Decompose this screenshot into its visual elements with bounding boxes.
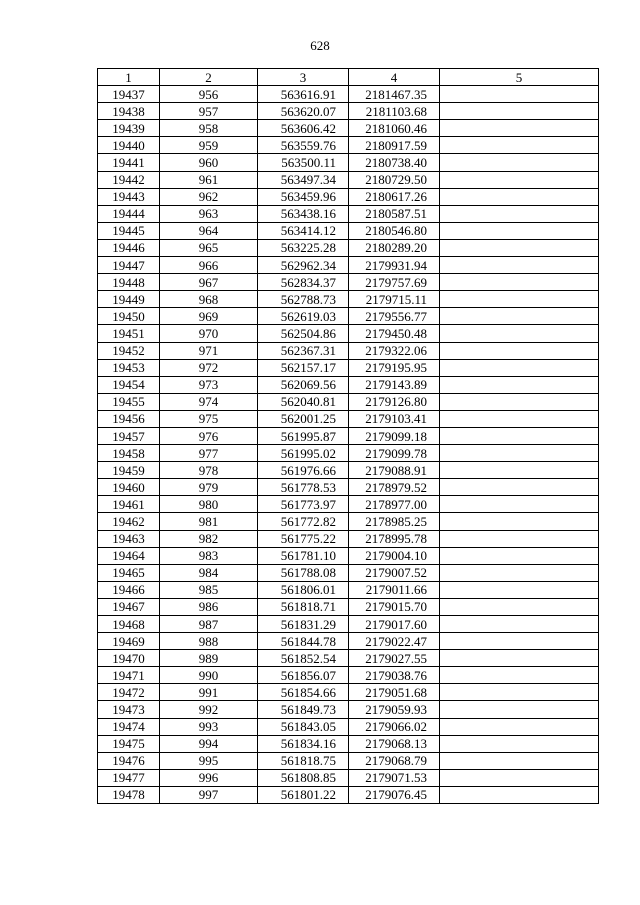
- coord-x-cell: 563616.91: [258, 86, 349, 103]
- point-number-cell: 972: [160, 359, 258, 376]
- coord-x-cell: 561831.29: [258, 616, 349, 633]
- note-cell: [440, 547, 599, 564]
- note-cell: [440, 650, 599, 667]
- coord-y-cell: 2179103.41: [349, 410, 440, 427]
- point-id-cell: 19440: [98, 137, 160, 154]
- point-id-cell: 19452: [98, 342, 160, 359]
- note-cell: [440, 598, 599, 615]
- coord-y-cell: 2179126.80: [349, 393, 440, 410]
- table-row: [98, 308, 599, 325]
- point-number-cell: 957: [160, 103, 258, 120]
- coord-y-cell: 2179757.69: [349, 274, 440, 291]
- coord-x-cell: 561976.66: [258, 462, 349, 479]
- point-id-cell: 19471: [98, 667, 160, 684]
- table-row: [98, 376, 599, 393]
- note-cell: [440, 291, 599, 308]
- table-row: [98, 171, 599, 188]
- table-row: [98, 718, 599, 735]
- point-id-cell: 19478: [98, 786, 160, 803]
- point-number-cell: 979: [160, 479, 258, 496]
- coord-y-cell: 2179051.68: [349, 684, 440, 701]
- point-number-cell: 976: [160, 427, 258, 444]
- table-row: [98, 598, 599, 615]
- point-id-cell: 19451: [98, 325, 160, 342]
- point-id-cell: 19447: [98, 257, 160, 274]
- coord-x-cell: 561801.22: [258, 786, 349, 803]
- point-number-cell: 995: [160, 752, 258, 769]
- coord-x-cell: 562157.17: [258, 359, 349, 376]
- coord-x-cell: 561854.66: [258, 684, 349, 701]
- coord-x-cell: 562040.81: [258, 393, 349, 410]
- table-row: [98, 427, 599, 444]
- note-cell: [440, 222, 599, 239]
- point-number-cell: 994: [160, 735, 258, 752]
- coord-y-cell: 2180546.80: [349, 222, 440, 239]
- table-row: [98, 684, 599, 701]
- coord-y-cell: 2181060.46: [349, 120, 440, 137]
- point-number-cell: 964: [160, 222, 258, 239]
- note-cell: [440, 684, 599, 701]
- point-id-cell: 19455: [98, 393, 160, 410]
- table-row: [98, 222, 599, 239]
- table-row: [98, 445, 599, 462]
- coord-x-cell: 561778.53: [258, 479, 349, 496]
- note-cell: [440, 188, 599, 205]
- coord-x-cell: 561808.85: [258, 769, 349, 786]
- note-cell: [440, 120, 599, 137]
- note-cell: [440, 427, 599, 444]
- point-id-cell: 19454: [98, 376, 160, 393]
- table-row: [98, 530, 599, 547]
- coord-x-cell: 563225.28: [258, 239, 349, 256]
- note-cell: [440, 410, 599, 427]
- point-id-cell: 19443: [98, 188, 160, 205]
- table-body: [98, 86, 599, 804]
- coord-x-cell: 561818.71: [258, 598, 349, 615]
- coord-y-cell: 2179076.45: [349, 786, 440, 803]
- note-cell: [440, 479, 599, 496]
- point-id-cell: 19470: [98, 650, 160, 667]
- table-row: [98, 496, 599, 513]
- coord-y-cell: 2179068.13: [349, 735, 440, 752]
- coord-x-cell: 563459.96: [258, 188, 349, 205]
- point-id-cell: 19453: [98, 359, 160, 376]
- point-number-cell: 985: [160, 581, 258, 598]
- coord-y-cell: 2179007.52: [349, 564, 440, 581]
- coord-y-cell: 2179715.11: [349, 291, 440, 308]
- note-cell: [440, 274, 599, 291]
- table-row: [98, 479, 599, 496]
- point-number-cell: 958: [160, 120, 258, 137]
- point-number-cell: 968: [160, 291, 258, 308]
- coord-y-cell: 2179088.91: [349, 462, 440, 479]
- table-row: [98, 667, 599, 684]
- coord-x-cell: 563606.42: [258, 120, 349, 137]
- coord-x-cell: 561772.82: [258, 513, 349, 530]
- coordinates-table: [97, 68, 599, 804]
- table-row: [98, 513, 599, 530]
- table-row: [98, 616, 599, 633]
- coord-y-cell: 2180587.51: [349, 205, 440, 222]
- coord-y-cell: 2179017.60: [349, 616, 440, 633]
- point-id-cell: 19441: [98, 154, 160, 171]
- point-number-cell: 961: [160, 171, 258, 188]
- point-id-cell: 19439: [98, 120, 160, 137]
- coord-y-cell: 2179015.70: [349, 598, 440, 615]
- note-cell: [440, 205, 599, 222]
- coord-x-cell: 561834.16: [258, 735, 349, 752]
- coord-y-cell: 2181103.68: [349, 103, 440, 120]
- note-cell: [440, 342, 599, 359]
- note-cell: [440, 154, 599, 171]
- coord-x-cell: 562962.34: [258, 257, 349, 274]
- point-id-cell: 19463: [98, 530, 160, 547]
- coord-y-cell: 2180617.26: [349, 188, 440, 205]
- table-row: [98, 205, 599, 222]
- point-id-cell: 19472: [98, 684, 160, 701]
- coord-x-cell: 561844.78: [258, 633, 349, 650]
- coord-x-cell: 563414.12: [258, 222, 349, 239]
- coord-y-cell: 2179195.95: [349, 359, 440, 376]
- table-row: [98, 154, 599, 171]
- coord-x-cell: 561995.87: [258, 427, 349, 444]
- coord-x-cell: 562069.56: [258, 376, 349, 393]
- point-number-cell: 978: [160, 462, 258, 479]
- point-id-cell: 19476: [98, 752, 160, 769]
- point-id-cell: 19448: [98, 274, 160, 291]
- header-row: [98, 69, 599, 86]
- coord-x-cell: 561818.75: [258, 752, 349, 769]
- point-id-cell: 19467: [98, 598, 160, 615]
- table-row: [98, 701, 599, 718]
- point-number-cell: 959: [160, 137, 258, 154]
- point-id-cell: 19474: [98, 718, 160, 735]
- coord-y-cell: 2179011.66: [349, 581, 440, 598]
- note-cell: [440, 667, 599, 684]
- coord-x-cell: 561775.22: [258, 530, 349, 547]
- note-cell: [440, 239, 599, 256]
- note-cell: [440, 462, 599, 479]
- point-number-cell: 975: [160, 410, 258, 427]
- point-number-cell: 990: [160, 667, 258, 684]
- point-number-cell: 971: [160, 342, 258, 359]
- point-number-cell: 977: [160, 445, 258, 462]
- point-number-cell: 988: [160, 633, 258, 650]
- note-cell: [440, 718, 599, 735]
- point-id-cell: 19468: [98, 616, 160, 633]
- coord-x-cell: 562834.37: [258, 274, 349, 291]
- note-cell: [440, 308, 599, 325]
- coord-y-cell: 2179004.10: [349, 547, 440, 564]
- coord-x-cell: 561852.54: [258, 650, 349, 667]
- table-row: [98, 257, 599, 274]
- coord-x-cell: 563500.11: [258, 154, 349, 171]
- coord-x-cell: 561849.73: [258, 701, 349, 718]
- point-number-cell: 983: [160, 547, 258, 564]
- note-cell: [440, 769, 599, 786]
- coord-y-cell: 2179099.78: [349, 445, 440, 462]
- note-cell: [440, 735, 599, 752]
- note-cell: [440, 633, 599, 650]
- coord-y-cell: 2179931.94: [349, 257, 440, 274]
- table-row: [98, 274, 599, 291]
- table-header: [98, 69, 599, 86]
- table-row: [98, 769, 599, 786]
- point-id-cell: 19437: [98, 86, 160, 103]
- table-row: [98, 735, 599, 752]
- point-id-cell: 19446: [98, 239, 160, 256]
- note-cell: [440, 86, 599, 103]
- note-cell: [440, 359, 599, 376]
- coord-x-cell: 562788.73: [258, 291, 349, 308]
- point-number-cell: 967: [160, 274, 258, 291]
- point-id-cell: 19456: [98, 410, 160, 427]
- column-header-1: 1: [98, 69, 160, 86]
- table-row: [98, 291, 599, 308]
- point-id-cell: 19473: [98, 701, 160, 718]
- table-row: [98, 547, 599, 564]
- table-row: [98, 86, 599, 103]
- table-row: [98, 188, 599, 205]
- coord-y-cell: 2179059.93: [349, 701, 440, 718]
- coord-x-cell: 562001.25: [258, 410, 349, 427]
- note-cell: [440, 616, 599, 633]
- point-number-cell: 997: [160, 786, 258, 803]
- point-number-cell: 965: [160, 239, 258, 256]
- point-id-cell: 19449: [98, 291, 160, 308]
- table-row: [98, 462, 599, 479]
- coord-x-cell: 561781.10: [258, 547, 349, 564]
- table-row: [98, 103, 599, 120]
- point-number-cell: 969: [160, 308, 258, 325]
- coord-y-cell: 2179450.48: [349, 325, 440, 342]
- point-number-cell: 996: [160, 769, 258, 786]
- table-row: [98, 359, 599, 376]
- point-number-cell: 962: [160, 188, 258, 205]
- column-header-3: 3: [258, 69, 349, 86]
- note-cell: [440, 137, 599, 154]
- note-cell: [440, 325, 599, 342]
- table-row: [98, 564, 599, 581]
- point-number-cell: 986: [160, 598, 258, 615]
- point-number-cell: 960: [160, 154, 258, 171]
- point-id-cell: 19464: [98, 547, 160, 564]
- coord-y-cell: 2179027.55: [349, 650, 440, 667]
- point-id-cell: 19457: [98, 427, 160, 444]
- coord-y-cell: 2178995.78: [349, 530, 440, 547]
- coord-y-cell: 2179071.53: [349, 769, 440, 786]
- note-cell: [440, 393, 599, 410]
- note-cell: [440, 701, 599, 718]
- point-id-cell: 19442: [98, 171, 160, 188]
- coord-y-cell: 2179099.18: [349, 427, 440, 444]
- point-id-cell: 19458: [98, 445, 160, 462]
- table-row: [98, 325, 599, 342]
- note-cell: [440, 496, 599, 513]
- point-number-cell: 992: [160, 701, 258, 718]
- column-header-5: 5: [440, 69, 599, 86]
- coord-y-cell: 2180738.40: [349, 154, 440, 171]
- point-id-cell: 19459: [98, 462, 160, 479]
- coord-y-cell: 2179556.77: [349, 308, 440, 325]
- note-cell: [440, 376, 599, 393]
- point-id-cell: 19475: [98, 735, 160, 752]
- point-number-cell: 993: [160, 718, 258, 735]
- table-row: [98, 137, 599, 154]
- note-cell: [440, 581, 599, 598]
- table-row: [98, 239, 599, 256]
- point-id-cell: 19438: [98, 103, 160, 120]
- table-row: [98, 120, 599, 137]
- coord-x-cell: 562504.86: [258, 325, 349, 342]
- point-number-cell: 987: [160, 616, 258, 633]
- column-header-2: 2: [160, 69, 258, 86]
- point-number-cell: 991: [160, 684, 258, 701]
- table-row: [98, 410, 599, 427]
- table-row: [98, 633, 599, 650]
- coord-y-cell: 2179022.47: [349, 633, 440, 650]
- coord-y-cell: 2178979.52: [349, 479, 440, 496]
- point-number-cell: 980: [160, 496, 258, 513]
- point-number-cell: 984: [160, 564, 258, 581]
- coord-y-cell: 2180729.50: [349, 171, 440, 188]
- column-header-4: 4: [349, 69, 440, 86]
- coord-y-cell: 2179143.89: [349, 376, 440, 393]
- note-cell: [440, 171, 599, 188]
- point-id-cell: 19465: [98, 564, 160, 581]
- page-number: 628: [310, 38, 330, 53]
- coord-y-cell: 2180289.20: [349, 239, 440, 256]
- note-cell: [440, 103, 599, 120]
- note-cell: [440, 752, 599, 769]
- coord-y-cell: 2179068.79: [349, 752, 440, 769]
- table-row: [98, 786, 599, 803]
- coord-x-cell: 561843.05: [258, 718, 349, 735]
- coord-y-cell: 2179066.02: [349, 718, 440, 735]
- point-number-cell: 963: [160, 205, 258, 222]
- point-id-cell: 19460: [98, 479, 160, 496]
- note-cell: [440, 530, 599, 547]
- coord-x-cell: 561856.07: [258, 667, 349, 684]
- coord-y-cell: 2178985.25: [349, 513, 440, 530]
- coord-x-cell: 563497.34: [258, 171, 349, 188]
- point-number-cell: 974: [160, 393, 258, 410]
- point-id-cell: 19445: [98, 222, 160, 239]
- coord-y-cell: 2179038.76: [349, 667, 440, 684]
- table-row: [98, 581, 599, 598]
- coord-x-cell: 561806.01: [258, 581, 349, 598]
- coord-y-cell: 2179322.06: [349, 342, 440, 359]
- point-id-cell: 19466: [98, 581, 160, 598]
- point-id-cell: 19461: [98, 496, 160, 513]
- point-number-cell: 956: [160, 86, 258, 103]
- point-number-cell: 973: [160, 376, 258, 393]
- coord-x-cell: 562367.31: [258, 342, 349, 359]
- point-id-cell: 19469: [98, 633, 160, 650]
- coord-x-cell: 563438.16: [258, 205, 349, 222]
- point-number-cell: 981: [160, 513, 258, 530]
- point-number-cell: 982: [160, 530, 258, 547]
- note-cell: [440, 564, 599, 581]
- coord-x-cell: 563559.76: [258, 137, 349, 154]
- point-id-cell: 19477: [98, 769, 160, 786]
- coord-x-cell: 563620.07: [258, 103, 349, 120]
- coord-x-cell: 561773.97: [258, 496, 349, 513]
- point-id-cell: 19450: [98, 308, 160, 325]
- point-id-cell: 19462: [98, 513, 160, 530]
- coord-x-cell: 561788.08: [258, 564, 349, 581]
- table-row: [98, 650, 599, 667]
- note-cell: [440, 786, 599, 803]
- point-number-cell: 989: [160, 650, 258, 667]
- point-id-cell: 19444: [98, 205, 160, 222]
- table-row: [98, 752, 599, 769]
- coord-y-cell: 2178977.00: [349, 496, 440, 513]
- point-number-cell: 966: [160, 257, 258, 274]
- table-row: [98, 393, 599, 410]
- table-row: [98, 342, 599, 359]
- coord-x-cell: 562619.03: [258, 308, 349, 325]
- coord-x-cell: 561995.02: [258, 445, 349, 462]
- note-cell: [440, 513, 599, 530]
- coord-y-cell: 2181467.35: [349, 86, 440, 103]
- note-cell: [440, 257, 599, 274]
- point-number-cell: 970: [160, 325, 258, 342]
- note-cell: [440, 445, 599, 462]
- coord-y-cell: 2180917.59: [349, 137, 440, 154]
